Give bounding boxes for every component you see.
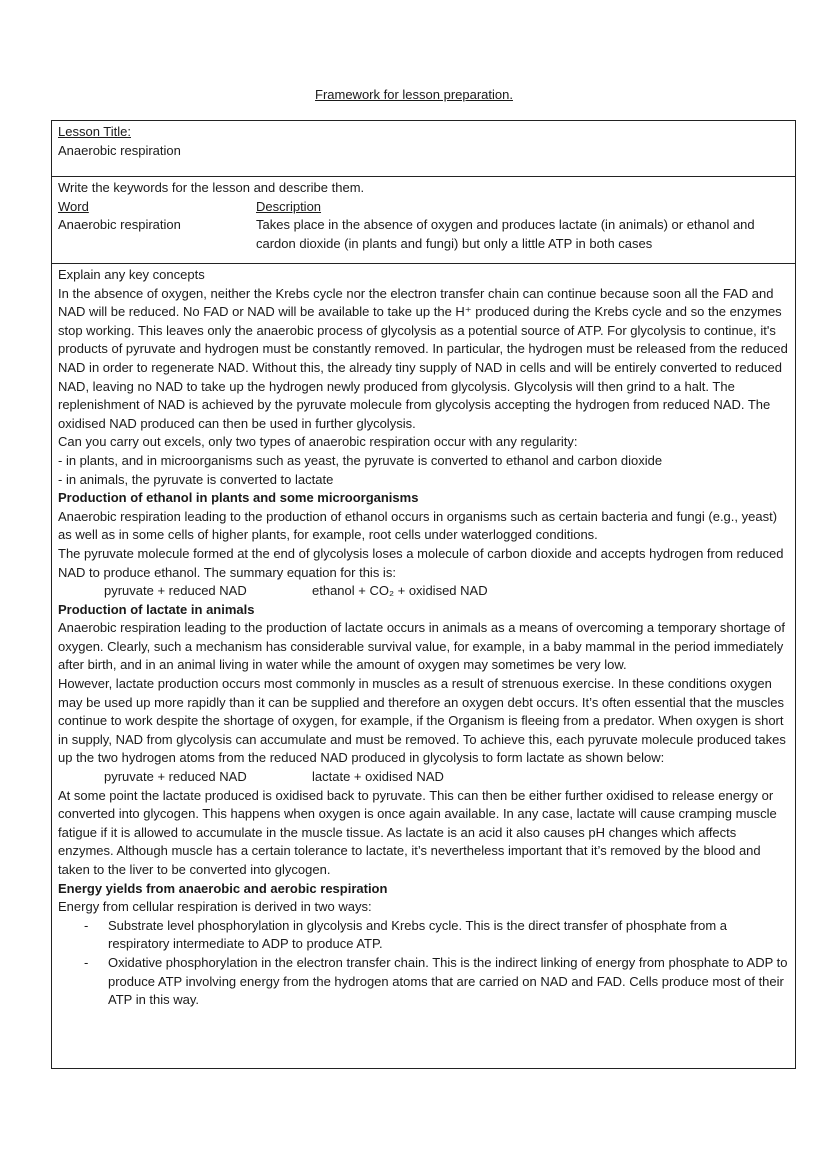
keywords-instruction: Write the keywords for the lesson and describe them. xyxy=(58,180,365,195)
description-header: Description xyxy=(256,198,322,214)
keyword-description: Takes place in the absence of oxygen and produces lactate (in animals) or ethanol and cardon dioxide (in plants and fungi) but only a little ATP in both cases xyxy=(256,217,755,251)
concepts-paragraph: At some point the lactate produced is oxidised back to pyruvate. This can then be either further oxidised to release energy or converted into glycogen. This happens when oxygen is once again available. In any case, lactate will cause cramping muscle fatigue if it is allowed to accumulate in the muscle tissue. As lactate is an acid it also causes pH changes which affects enzymes. Although muscle has a certain tolerance to lactate, it’s nevertheless important that it’s removed by the blood and taken to the liver to be converted into glycogen. xyxy=(58,787,777,877)
bullet-marker: - xyxy=(84,917,89,933)
equation-rhs: ethanol + CO₂ + oxidised NAD xyxy=(312,583,488,599)
concepts-paragraph: Can you carry out excels, only two types of anaerobic respiration occur with any regularity: xyxy=(58,434,578,450)
lesson-framework-table xyxy=(51,120,796,1069)
keyword-word: Anaerobic respiration xyxy=(58,217,181,233)
concepts-paragraph: In the absence of oxygen, neither the Krebs cycle nor the electron transfer chain can continue because soon all the FAD and NAD will be reduced. No FAD or NAD will be available to take up the H⁺ produced during the Krebs cycle and so the enzymes stop working. This leaves only the anaerobic process of glycolysis as a potential source of ATP. For glycolysis to continue, it's products of pyruvate and hydrogen must be constantly removed. In particular, the hydrogen must be released from the reduced NAD in order to regenerate NAD. Without this, the already tiny supply of NAD in cells and will be entirely converted to reduced NAD, leaving no NAD to take up the hydrogen newly produced from glycolysis. Glycolysis will then grind to a halt. The replenishment of NAD is achieved by the pyruvate molecule from glycolysis accepting the hydrogen from reduced NAD. The oxidised NAD produced can then be used in further glycolysis. xyxy=(58,285,788,431)
lesson-title-section xyxy=(52,121,795,177)
page-title: Framework for lesson preparation. xyxy=(315,87,513,102)
ethanol-heading: Production of ethanol in plants and some microorganisms xyxy=(58,490,419,506)
concepts-paragraph: Anaerobic respiration leading to the production of ethanol occurs in organisms such as certain bacteria and fungi (e.g., yeast) as well as in some cells of higher plants, for example, root cells under waterlogged conditions. xyxy=(58,508,778,543)
bullet-item xyxy=(58,954,789,1010)
lactate-equation xyxy=(58,768,789,787)
lesson-title-label: Lesson Title: xyxy=(58,124,131,139)
equation-rhs: lactate + oxidised NAD xyxy=(312,769,444,785)
ethanol-equation xyxy=(58,582,789,601)
bullet-text: Oxidative phosphorylation in the electron transfer chain. This is the indirect linking of energy from phosphate to ADP to produce ATP involving energy from the hydrogen atoms that are carried on NAD and FAD. Cells produce most of their ATP in this way. xyxy=(108,954,788,1008)
concepts-paragraph: However, lactate production occurs most commonly in muscles as a result of strenuous exercise. In these conditions oxygen may be used up more rapidly than it can be supplied and therefore an oxygen debt occurs. It’s often essential that the muscles continue to work despite the shortage of oxygen, for example, if the Organism is fleeing from a predator. When oxygen is short in supply, NAD from glycolysis can accumulate and must be removed. To achieve this, each pyruvate molecule produced takes up the two hydrogen atoms from the reduced NAD produced in glycolysis to form lactate as shown below: xyxy=(58,676,786,766)
key-concepts-section xyxy=(52,264,795,1068)
equation-lhs: pyruvate + reduced NAD xyxy=(104,583,247,599)
concepts-paragraph: - in animals, the pyruvate is converted to lactate xyxy=(58,471,334,487)
lactate-heading: Production of lactate in animals xyxy=(58,601,255,617)
equation-lhs: pyruvate + reduced NAD xyxy=(104,769,247,785)
concepts-paragraph: - in plants, and in microorganisms such as yeast, the pyruvate is converted to ethanol and carbon dioxide xyxy=(58,452,663,468)
energy-heading: Energy yields from anaerobic and aerobic respiration xyxy=(58,880,388,896)
bullet-marker: - xyxy=(84,954,89,970)
bullet-text: Substrate level phosphorylation in glycolysis and Krebs cycle. This is the direct transfer of phosphate from a respiratory intermediate to ADP to produce ATP. xyxy=(108,917,728,952)
word-header: Word xyxy=(58,198,89,214)
bullet-item xyxy=(58,917,789,954)
keywords-section xyxy=(52,177,795,264)
concepts-heading: Explain any key concepts xyxy=(58,267,205,282)
concepts-paragraph: The pyruvate molecule formed at the end of glycolysis loses a molecule of carbon dioxide and accepts hydrogen from reduced NAD to produce ethanol. The summary equation for this is: xyxy=(58,545,784,580)
keyword-row xyxy=(58,216,789,253)
lesson-title-value: Anaerobic respiration xyxy=(58,142,181,158)
concepts-paragraph: Energy from cellular respiration is derived in two ways: xyxy=(58,899,372,915)
concepts-paragraph: Anaerobic respiration leading to the production of lactate occurs in animals as a means of overcoming a temporary shortage of oxygen. Clearly, such a mechanism has considerable survival value, for example, in a baby mammal in the period immediately after birth, and in an animal living in water while the amount of oxygen may sometimes be very low. xyxy=(58,620,785,673)
keywords-header-row xyxy=(58,198,789,217)
